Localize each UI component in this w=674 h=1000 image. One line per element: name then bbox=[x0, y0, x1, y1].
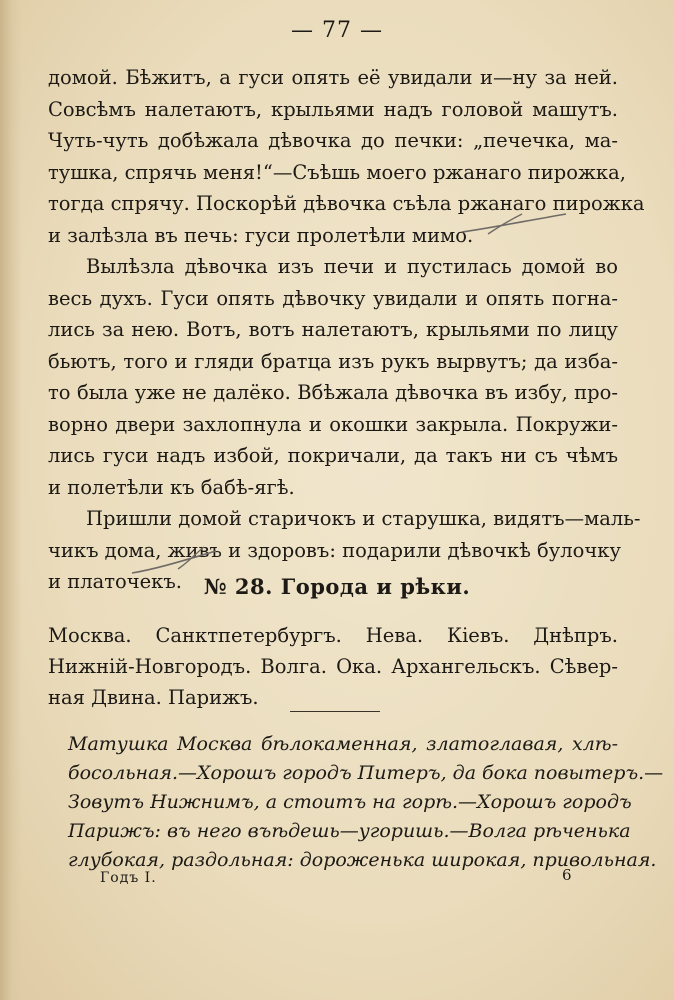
sheet-number: 6 bbox=[562, 866, 572, 884]
text-line: Чуть-чуть добѣжала дѣвочка до печки: „печечка, ма- bbox=[48, 129, 618, 152]
text-line: чикъ дома, живъ и здоровъ: подарили дѣвочкѣ булочку bbox=[48, 538, 621, 562]
text-line: тушка, спрячь меня!“—Съѣшь моего ржанаго пирожка, bbox=[48, 160, 626, 184]
page-number: — 77 — bbox=[291, 18, 383, 43]
page-binding-edge bbox=[0, 0, 22, 1000]
text-line: весь духъ. Гуси опять дѣвочку увидали и опять погна- bbox=[48, 286, 618, 310]
text-line: Вылѣзла дѣвочка изъ печи и пустилась домой во bbox=[86, 255, 618, 278]
text-line: босольная.—Хорошъ городъ Питеръ, да бока повытеръ.— bbox=[68, 762, 664, 784]
text-line: лись гуси надъ избой, покричали, да такъ ни съ чѣмъ bbox=[48, 444, 618, 467]
text-line: домой. Бѣжитъ, а гуси опять её увидали и—ну за ней. bbox=[48, 66, 618, 89]
text-line: Зовутъ Нижнимъ, а стоитъ на горѣ.—Хорошъ городъ bbox=[68, 791, 632, 813]
text-line: Парижъ: въ него въѣдешь—угоришь.—Волга рѣченька bbox=[68, 820, 631, 842]
proverbs-text bbox=[68, 730, 664, 875]
text-line: глубокая, раздольная: дороженька широкая, привольная. bbox=[68, 849, 657, 871]
text-line: лись за нею. Вотъ, вотъ налетаютъ, крыльями по лицу bbox=[48, 318, 618, 341]
text-line: бьютъ, того и гляди братца изъ рукъ вырвутъ; да изба- bbox=[48, 349, 618, 373]
story-text bbox=[48, 62, 645, 598]
text-line: Совсѣмъ налетаютъ, крыльями надъ головой машутъ. bbox=[48, 97, 618, 121]
text-line: Москва. Санктпетербургъ. Нева. Кіевъ. Днѣпръ. bbox=[48, 624, 618, 647]
signature-mark: Годъ I. bbox=[100, 870, 157, 886]
text-line: то была уже не далёко. Вбѣжала дѣвочка въ избу, про- bbox=[48, 381, 618, 404]
text-line: и полетѣли къ бабѣ-ягѣ. bbox=[48, 475, 295, 499]
text-line: Матушка Москва бѣлокаменная, златоглавая, хлѣ- bbox=[68, 733, 618, 755]
text-line: и платочекъ. bbox=[48, 570, 182, 593]
paragraph-2 bbox=[48, 251, 618, 503]
divider-rule bbox=[290, 711, 380, 712]
text-line: ворно двери захлопнула и окошки закрыла. Покружи- bbox=[48, 412, 618, 436]
paragraph-1 bbox=[48, 62, 645, 251]
text-line: тогда спрячу. Поскорѣй дѣвочка съѣла ржанаго пирожка bbox=[48, 192, 645, 215]
section-title: № 28. Города и рѣки. bbox=[203, 574, 471, 599]
text-line: Нижній-Новгородъ. Волга. Ока. Архангельскъ. Сѣвер- bbox=[48, 655, 618, 678]
places-list bbox=[48, 620, 618, 713]
text-line: ная Двина. Парижъ. bbox=[48, 686, 259, 709]
text-line: и залѣзла въ печь: гуси пролетѣли мимо. bbox=[48, 223, 474, 247]
text-line: Пришли домой старичокъ и старушка, видятъ—маль- bbox=[86, 507, 641, 530]
